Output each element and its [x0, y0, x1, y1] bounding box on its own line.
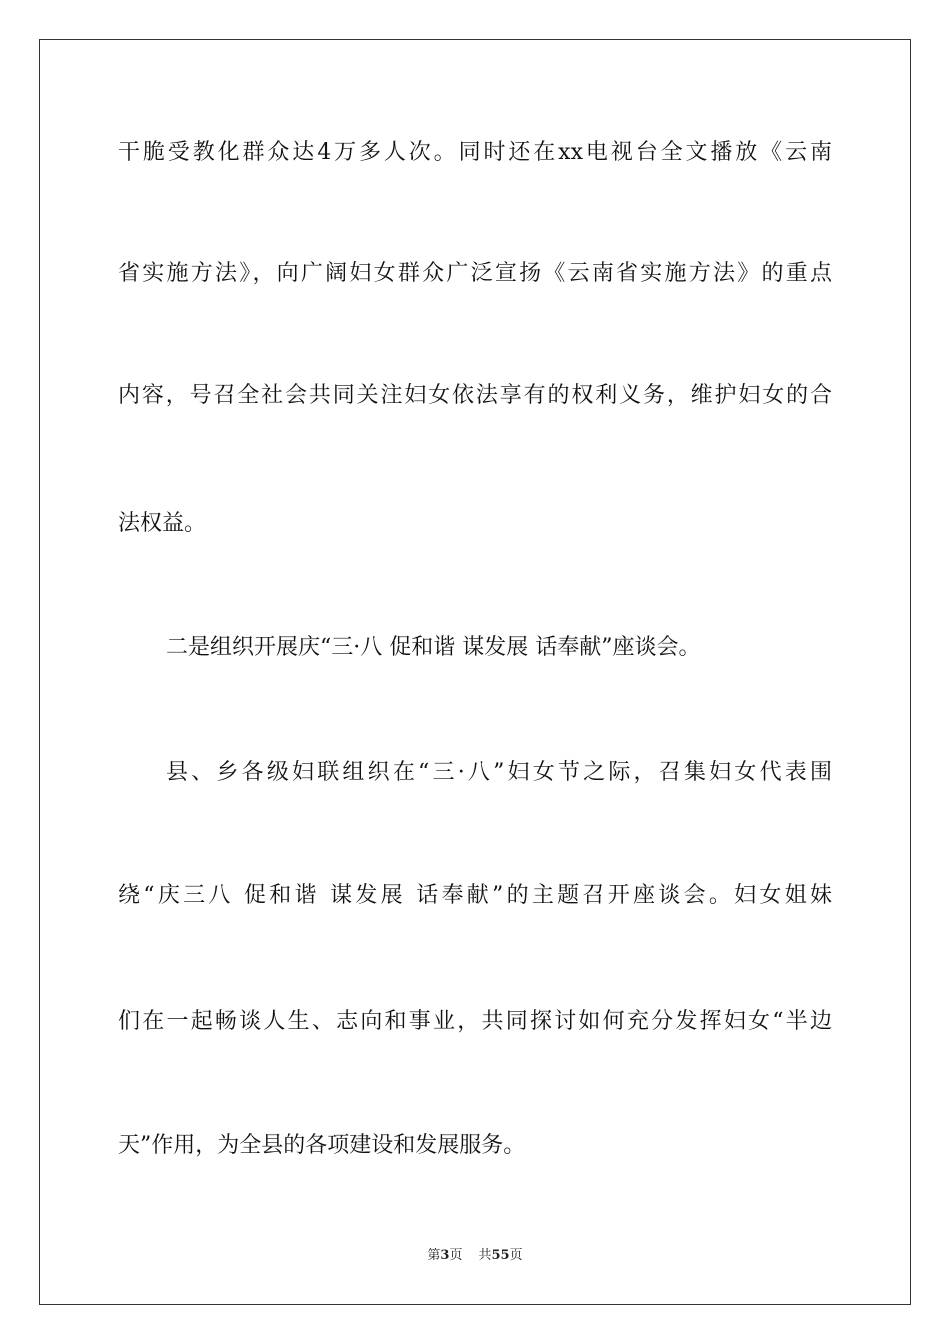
body-text-line: 绕“庆三八 促和谐 谋发展 话奉献”的主题召开座谈会。妇女姐妹 [118, 883, 832, 908]
body-text-line: 县、乡各级妇联组织在“三·八”妇女节之际，召集妇女代表围 [166, 760, 832, 785]
body-text-line: 省实施方法》，向广阔妇女群众广泛宣扬《云南省实施方法》的重点 [118, 261, 832, 286]
body-text-line: 天”作用，为全县的各项建设和发展服务。 [118, 1133, 526, 1158]
footer-total-suffix: 页 [509, 1248, 523, 1263]
body-text-line: 干脆受教化群众达4万多人次。同时还在xx电视台全文播放《云南 [118, 140, 832, 165]
page-footer [0, 1247, 950, 1265]
body-text-line: 法权益。 [118, 511, 207, 536]
page-border [39, 39, 911, 1305]
section-heading-line: 二是组织开展庆“三·八 促和谐 谋发展 话奉献”座谈会。 [166, 635, 701, 660]
footer-page-suffix: 页 [449, 1248, 463, 1263]
body-text-line: 内容，号召全社会共同关注妇女依法享有的权利义务，维护妇女的合 [118, 383, 832, 408]
footer-page-prefix: 第 [427, 1248, 441, 1263]
footer-page-number: 3 [440, 1248, 450, 1263]
footer-total-prefix: 共 [478, 1248, 492, 1263]
body-text-line: 们在一起畅谈人生、志向和事业，共同探讨如何充分发挥妇女“半边 [118, 1009, 832, 1034]
footer-total-pages: 55 [491, 1248, 510, 1263]
